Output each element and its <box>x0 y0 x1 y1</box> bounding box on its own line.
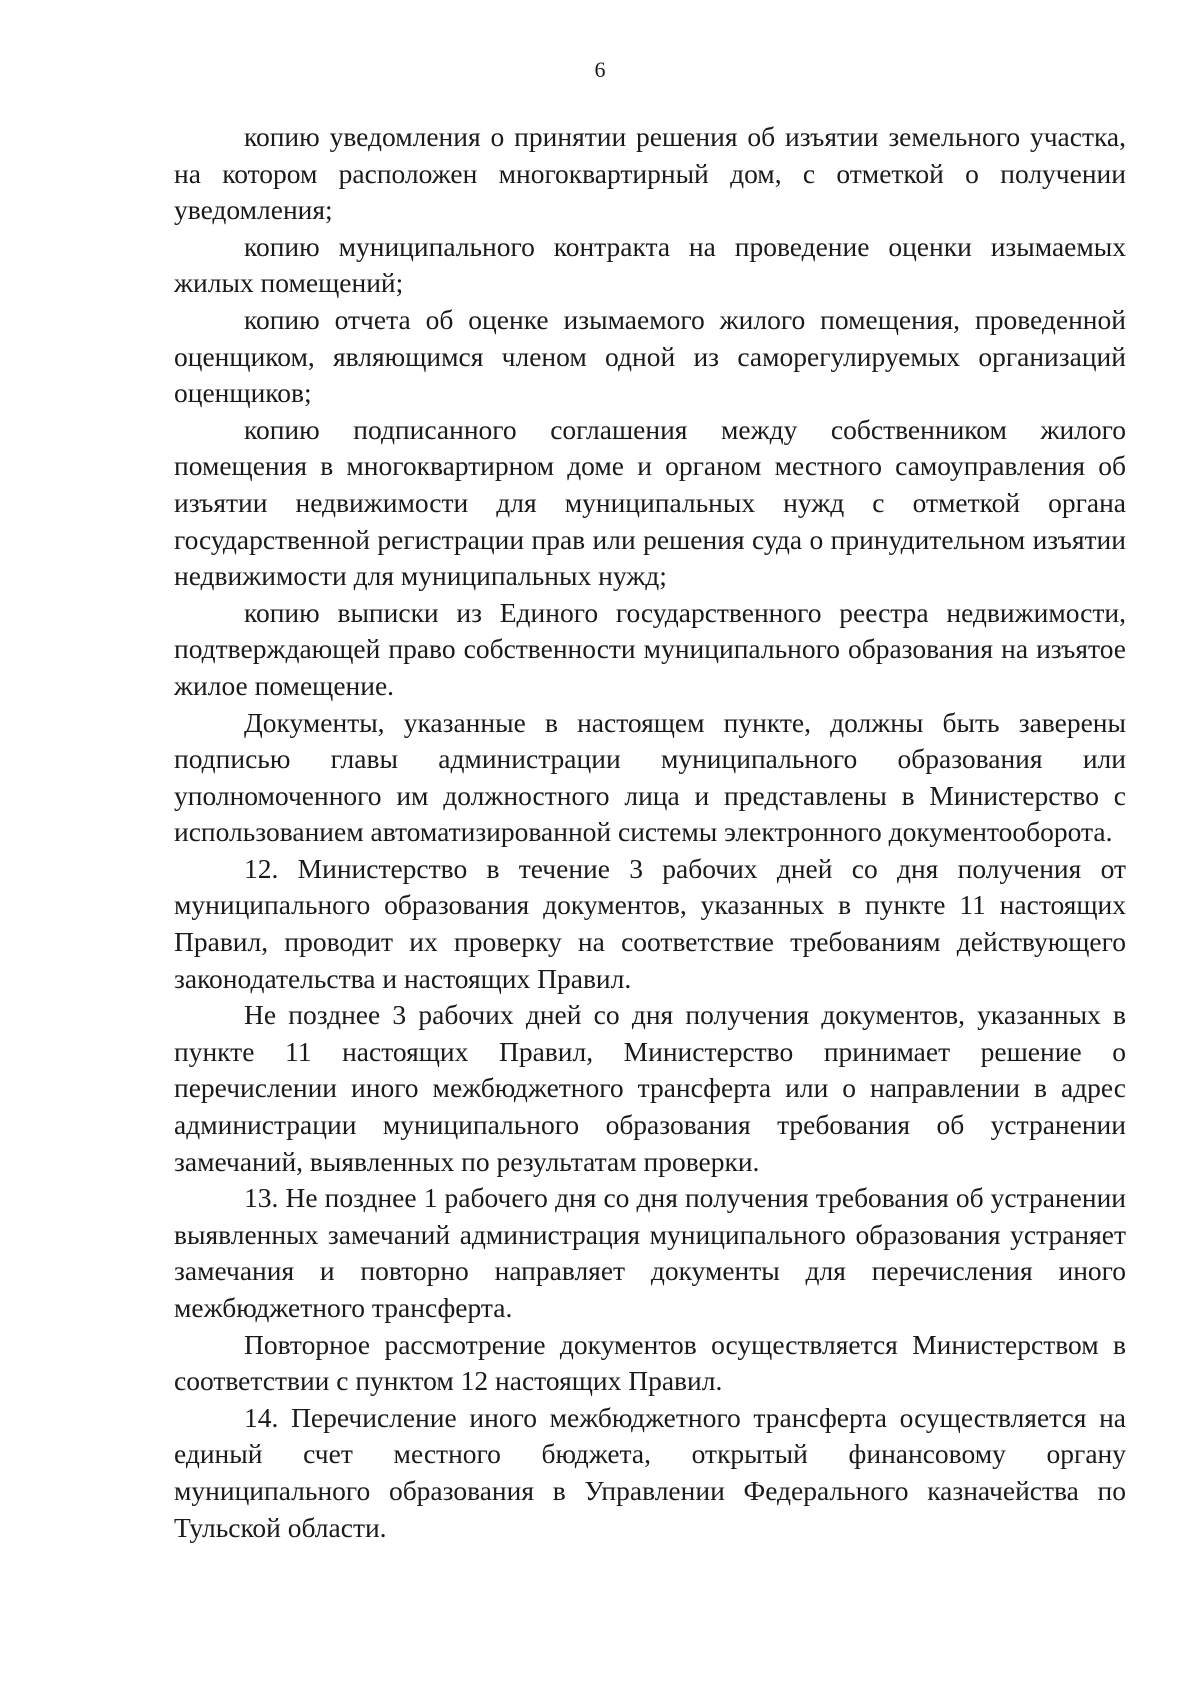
paragraph-registry-extract-copy: копию выписки из Единого государственного реестра недвижимости, подтверждающей право собственности муниципального образования на изъятое жилое помещение. <box>174 596 1126 701</box>
paragraph-item-14: 14. Перечисление иного межбюджетного трансферта осуществляется на единый счет местного бюджета, открытый финансовому органу муниципального образования в Управлении Федерального казначейства по Тульской области. <box>174 1401 1126 1543</box>
paragraph-agreement-copy: копию подписанного соглашения между собственником жилого помещения в многоквартирном доме и органом местного самоуправления об изъятии недвижимости для муниципальных нужд с отметкой органа государственной регистрации прав или решения суда о принудительном изъятии недвижимости для муниципальных нужд; <box>174 413 1126 592</box>
paragraph-valuation-report-copy: копию отчета об оценке изымаемого жилого помещения, проведенной оценщиком, являющимся членом одной из саморегулируемых организаций оценщиков; <box>174 303 1126 409</box>
paragraph-item-12: 12. Министерство в течение 3 рабочих дней со дня получения от муниципального образования документов, указанных в пункте 11 настоящих Правил, проводит их проверку на соответствие требованиям действующего законодательства и настоящих Правил. <box>174 852 1126 994</box>
paragraph-item-13: 13. Не позднее 1 рабочего дня со дня получения требования об устранении выявленных замечаний администрация муниципального образования устраняет замечания и повторно направляет документы для перечисления иного межбюджетного трансферта. <box>174 1182 1126 1323</box>
paragraph-document-certification: Документы, указанные в настоящем пункте, должны быть заверены подписью главы администрации муниципального образования или уполномоченного им должностного лица и представлены в Министерство с использованием автоматизированной системы электронного документооборота. <box>174 706 1126 848</box>
document-body <box>174 119 1126 1546</box>
page-number: 6 <box>594 57 606 82</box>
paragraph-notice-copy: копию уведомления о принятии решения об изъятии земельного участка, на котором расположен многоквартирный дом, с отметкой о получении уведомления; <box>174 121 1126 226</box>
paragraph-ministry-decision: Не позднее 3 рабочих дней со дня получения документов, указанных в пункте 11 настоящих Правил, Министерство принимает решение о перечислении иного межбюджетного трансферта или о направлении в адрес администрации муниципального образования требования об устранении замечаний, выявленных по результатам проверки. <box>174 999 1126 1177</box>
paragraph-contract-copy: копию муниципального контракта на проведение оценки изымаемых жилых помещений; <box>174 230 1126 299</box>
paragraph-repeat-review: Повторное рассмотрение документов осуществляется Министерством в соответствии с пунктом 12 настоящих Правил. <box>174 1328 1126 1397</box>
